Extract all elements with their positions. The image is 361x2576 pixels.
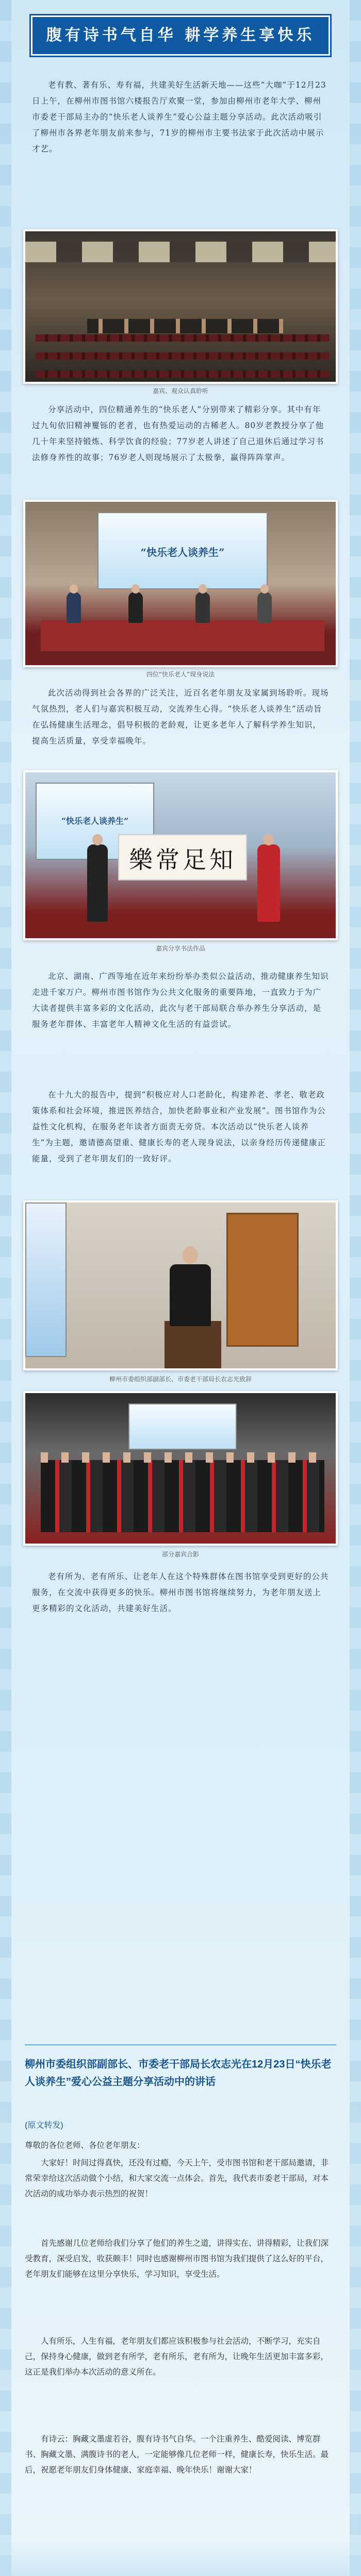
caption-5: 部分嘉宾合影 — [161, 1551, 199, 1558]
intro-paragraph: 老有教、著有乐、寿有福，共建美好生活新天地——这些“大咖”于12月23日上午，在柳州市图书馆六楼报告厅欢聚一堂，参加由柳州市老年大学、柳州市委老干部局主办的“快乐老人谈养生”爱心公益主题分享活动。此次活动吸引了柳州市各界老年朋友前来参与，71岁的柳州市主要书法家于此次活动中展示才艺。 — [32, 80, 326, 154]
speech-paragraph-1: 大家好！时间过得真快，还没有过瘾，今天上午，受市图书馆和老干部局邀请，非常荣幸给这次活动做个小结，和大家交流一点体会。首先，我代表市委老干部局，对本次活动的成功举办表示热烈的祝贺！ — [25, 2159, 329, 2198]
photo-calligraphy — [23, 770, 338, 940]
photo-group — [23, 1391, 338, 1546]
speech-greeting: 尊敬的各位老师、各位老年朋友： — [25, 2141, 145, 2150]
speech-title: 柳州市委组织部副部长、市委老干部局长农志光在12月23日“快乐老人谈养生”爱心公益主题分享活动中的讲话 — [25, 2059, 332, 2088]
closing-paragraph: 老有所为、老有所乐、让老年人在这个特殊群体在图书馆享受到更好的公共服务，在交流中获得更多的快乐。柳州市图书馆将继续努力，为老年朋友送上更多精彩的文化活动，共建美好生活。 — [32, 1572, 329, 1613]
photo-audience — [23, 229, 338, 384]
photo-podium — [23, 1200, 338, 1370]
calligraphy-text: 樂常足知 — [129, 846, 236, 874]
calligraphy-scroll — [118, 834, 247, 880]
caption-4: 柳州市委组织部副部长、市委老干部局长农志光致辞 — [109, 1376, 252, 1383]
section-divider — [25, 2044, 336, 2045]
screen-title-2: “快乐老人谈养生” — [61, 816, 129, 826]
caption-2: 四位“快乐老人”现身说法 — [146, 671, 215, 678]
paragraph-3: 此次活动得到社会各界的广泛关注，近百名老年朋友及家属到场聆听。现场气氛热烈，老人们与嘉宾积极互动，交流养生心得。“快乐老人谈养生”活动旨在弘扬健康生活理念，倡导积极的老龄观，让更多老年人了解科学养生知识，提高生活质量，享受幸福晚年。 — [32, 688, 329, 745]
paragraph-5: 在十九大的报告中，提到“积极应对人口老龄化，构建养老、孝老、敬老政策体系和社会环境，推进医养结合，加快老龄事业和产业发展”。图书馆作为公益性文化机构，在服务老年读者方面责无旁贷。本次活动以“快乐老人谈养生”为主题，邀请德高望重、健康长寿的老人现身说法，以亲身经历传递健康正能量，受到了老年朋友们的一致好评。 — [32, 1090, 326, 1163]
footer-decoration — [0, 2540, 361, 2576]
caption-3: 嘉宾分享书法作品 — [155, 945, 205, 952]
paragraph-2: 分享活动中，四位精通养生的“快乐老人”分别带来了精彩分享。其中有年过九旬依旧精神矍铄的老者，也有热爱运动的古稀老人。80岁老教授分享了他几十年来坚持锻炼、科学饮食的经验；77岁老人讲述了自己退休后通过学习书法修身养性的故事；76岁老人则现场展示了太极拳，赢得阵阵掌声。 — [32, 405, 324, 462]
screen-title: “快乐老人谈养生” — [140, 546, 225, 558]
speech-paragraph-3: 人有所乐，人生有福，老年朋友们都应该积极参与社会活动，不断学习，充实自己，保持身心健康，做到老有所学，老有所乐，老有所为，让晚年生活更加丰富多彩，这正是我们举办本次活动的意义所在。 — [25, 2337, 329, 2377]
caption-1: 嘉宾、观众认真聆听 — [152, 387, 208, 395]
paragraph-4: 北京、湖南、广西等地在近年来纷纷举办类似公益活动，推动健康养生知识走进千家万户。柳州市图书馆作为公共文化服务的重要阵地，一直致力于为广大读者提供丰富多彩的文化活动，此次与老干部局联合举办养生分享活动，是服务老年群体、丰富老年人精神文化生活的有益尝试。 — [32, 972, 329, 1029]
speech-paragraph-2: 首先感谢几位老师给我们分享了他们的养生之道，讲得实在、讲得精彩，让我们深受教育，深受启发，收获颇丰！同时也感谢柳州市图书馆为我们提供了这么好的平台，老年朋友们能够在这里分享快乐，学习知识，享受生活。 — [25, 2239, 329, 2279]
photo-speakers — [23, 500, 338, 667]
speech-subtitle: (原文转发) — [25, 2121, 63, 2130]
speech-paragraph-4: 有诗云：胸藏文墨虚若谷，腹有诗书气自华。一个注重养生、酷爱阅读、博览群书、胸藏文墨、满腹诗书的老人，一定能够像几位老师一样，健康长寿，快乐生活。最后，祝愿老年朋友们身体健康、家庭幸福、晚年快乐！谢谢大家！ — [25, 2435, 329, 2475]
article-title: 腹有诗书气自华 耕学养生享快乐 — [31, 15, 330, 56]
